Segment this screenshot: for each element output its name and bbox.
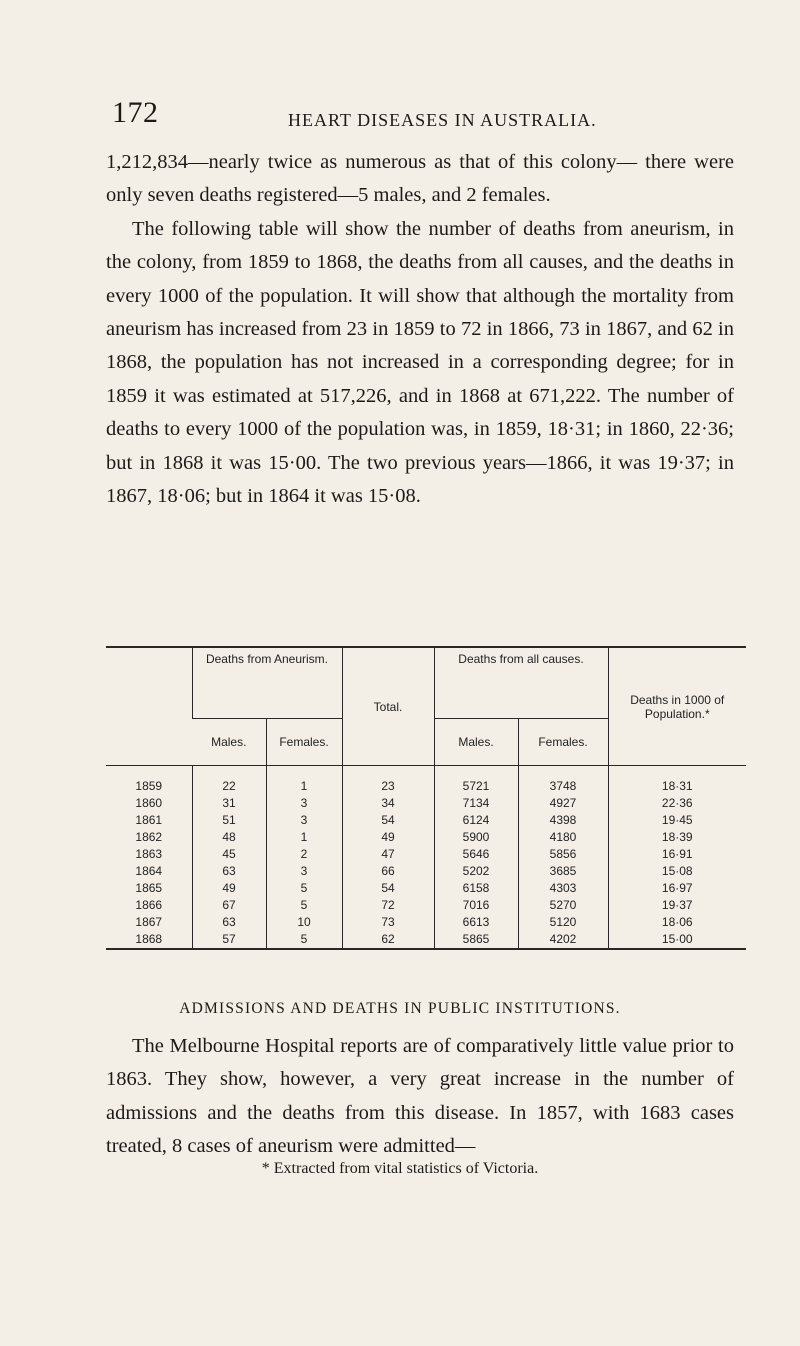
aneurism-females-header: Females. xyxy=(266,719,342,766)
aneurism-males-cell: 48 xyxy=(192,829,266,846)
all-females-cell: 4398 xyxy=(518,812,608,829)
all-females-cell: 5120 xyxy=(518,914,608,931)
all-causes-males-header: Males. xyxy=(434,719,518,766)
aneurism-females-cell: 3 xyxy=(266,863,342,880)
all-females-cell: 4927 xyxy=(518,795,608,812)
page-number: 172 xyxy=(112,96,159,129)
page-header xyxy=(0,96,800,136)
year-cell: 1864 xyxy=(135,864,163,878)
table-row xyxy=(106,812,746,829)
aneurism-males-cell: 67 xyxy=(192,897,266,914)
all-causes-females-header: Females. xyxy=(518,719,608,766)
year-header xyxy=(106,647,192,766)
year-cell: 1868 xyxy=(106,931,192,949)
rate-cell: 16·91 xyxy=(608,846,746,863)
table-row xyxy=(106,897,746,914)
year-cell: 1863 xyxy=(135,847,163,861)
aneurism-males-cell: 57 xyxy=(192,931,266,949)
paragraph-3: The Melbourne Hospital reports are of comparatively little value prior to 1863. They show, however, a very great increase in the number of admissions and the deaths from this disease. In 1857, with 1683 cases treated, 8 cases of aneurism were admitted— xyxy=(106,1035,734,1158)
aneurism-males-cell: 49 xyxy=(192,880,266,897)
aneurism-males-cell: 51 xyxy=(192,812,266,829)
rate-cell: 18·31 xyxy=(608,766,746,796)
total-cell: 49 xyxy=(342,829,434,846)
all-males-cell: 6613 xyxy=(434,914,518,931)
total-cell: 73 xyxy=(342,914,434,931)
total-header: Total. xyxy=(342,647,434,766)
total-cell: 47 xyxy=(342,846,434,863)
all-females-cell: 3685 xyxy=(518,863,608,880)
total-cell: 54 xyxy=(342,880,434,897)
year-cell: 1866 xyxy=(135,898,163,912)
all-males-cell: 5900 xyxy=(434,829,518,846)
all-females-cell: 4202 xyxy=(518,931,608,949)
table-row xyxy=(106,766,746,796)
total-cell: 72 xyxy=(342,897,434,914)
table-row xyxy=(106,880,746,897)
all-males-cell: 6158 xyxy=(434,880,518,897)
paragraph-2: The following table will show the number of deaths from aneurism, in the colony, from 1859 to 1868, the deaths from all causes, and the deaths in every 1000 of the population. It will show that although the mortality from aneurism has increased from 23 in 1859 to 72 in 1866, 73 in 1867, and 62 in 1868, the population has not increased in a corresponding degree; for in 1859 it was estimated at 517,226, and in 1868 at 671,222. The number of deaths to every 1000 of the population was, in 1859, 18·31; in 1860, 22·36; but in 1868 it was 15·00. The two previous years—1866, it was 19·37; in 1867, 18·06; but in 1864 it was 15·08. xyxy=(106,217,734,508)
aneurism-males-cell: 63 xyxy=(192,863,266,880)
total-cell: 62 xyxy=(342,931,434,949)
aneurism-males-cell: 22 xyxy=(192,766,266,796)
year-cell: 1859 xyxy=(135,779,163,793)
per-1000-header: Deaths in 1000 of Population.* xyxy=(608,647,746,766)
all-males-cell: 7016 xyxy=(434,897,518,914)
rate-cell: 19·45 xyxy=(608,812,746,829)
all-females-cell: 3748 xyxy=(518,766,608,796)
all-females-cell: 5270 xyxy=(518,897,608,914)
total-cell: 23 xyxy=(342,766,434,796)
all-males-cell: 5202 xyxy=(434,863,518,880)
aneurism-males-cell: 31 xyxy=(192,795,266,812)
rate-cell: 18·06 xyxy=(608,914,746,931)
running-title: HEART DISEASES IN AUSTRALIA. xyxy=(288,110,597,130)
year-cell: 1862 xyxy=(135,830,163,844)
aneurism-males-cell: 63 xyxy=(192,914,266,931)
body-text-2 xyxy=(106,1030,734,1164)
table-row xyxy=(106,829,746,846)
aneurism-males-header: Males. xyxy=(192,719,266,766)
all-causes-group-header: Deaths from all causes. xyxy=(434,647,608,719)
table-row xyxy=(106,914,746,931)
aneurism-females-cell: 3 xyxy=(266,795,342,812)
rate-cell: 15·08 xyxy=(608,863,746,880)
aneurism-females-cell: 2 xyxy=(266,846,342,863)
all-males-cell: 5865 xyxy=(434,931,518,949)
section-heading: ADMISSIONS AND DEATHS IN PUBLIC INSTITUTIONS. xyxy=(179,1000,621,1017)
year-cell: 1867 xyxy=(135,915,163,929)
deaths-table xyxy=(106,646,746,950)
rate-cell: 18·39 xyxy=(608,829,746,846)
aneurism-females-cell: 1 xyxy=(266,829,342,846)
paragraph-1: 1,212,834—nearly twice as numerous as that of this colony— there were only seven deaths registered—5 males, and 2 females. xyxy=(106,151,734,207)
all-females-cell: 4180 xyxy=(518,829,608,846)
all-males-cell: 7134 xyxy=(434,795,518,812)
year-cell: 1860 xyxy=(135,796,163,810)
rate-cell: 15·00 xyxy=(608,931,746,949)
body-text xyxy=(106,146,734,513)
aneurism-females-cell: 3 xyxy=(266,812,342,829)
aneurism-females-cell: 1 xyxy=(266,766,342,796)
aneurism-males-cell: 45 xyxy=(192,846,266,863)
all-males-cell: 5646 xyxy=(434,846,518,863)
year-cell: 1865 xyxy=(135,881,163,895)
total-cell: 66 xyxy=(342,863,434,880)
table-row xyxy=(106,846,746,863)
footnote: * Extracted from vital statistics of Victoria. xyxy=(261,1160,539,1177)
rate-cell: 22·36 xyxy=(608,795,746,812)
aneurism-females-cell: 10 xyxy=(266,914,342,931)
all-females-cell: 5856 xyxy=(518,846,608,863)
total-cell: 54 xyxy=(342,812,434,829)
table-row xyxy=(106,795,746,812)
aneurism-females-cell: 5 xyxy=(266,897,342,914)
aneurism-group-header: Deaths from Aneurism. xyxy=(192,647,342,719)
rate-cell: 16·97 xyxy=(608,880,746,897)
rate-cell: 19·37 xyxy=(608,897,746,914)
year-cell: 1861 xyxy=(135,813,163,827)
total-cell: 34 xyxy=(342,795,434,812)
all-males-cell: 6124 xyxy=(434,812,518,829)
all-males-cell: 5721 xyxy=(434,766,518,796)
all-females-cell: 4303 xyxy=(518,880,608,897)
aneurism-deaths-table xyxy=(106,646,766,950)
table-row xyxy=(106,931,746,949)
aneurism-females-cell: 5 xyxy=(266,880,342,897)
table-row xyxy=(106,863,746,880)
aneurism-females-cell: 5 xyxy=(266,931,342,949)
